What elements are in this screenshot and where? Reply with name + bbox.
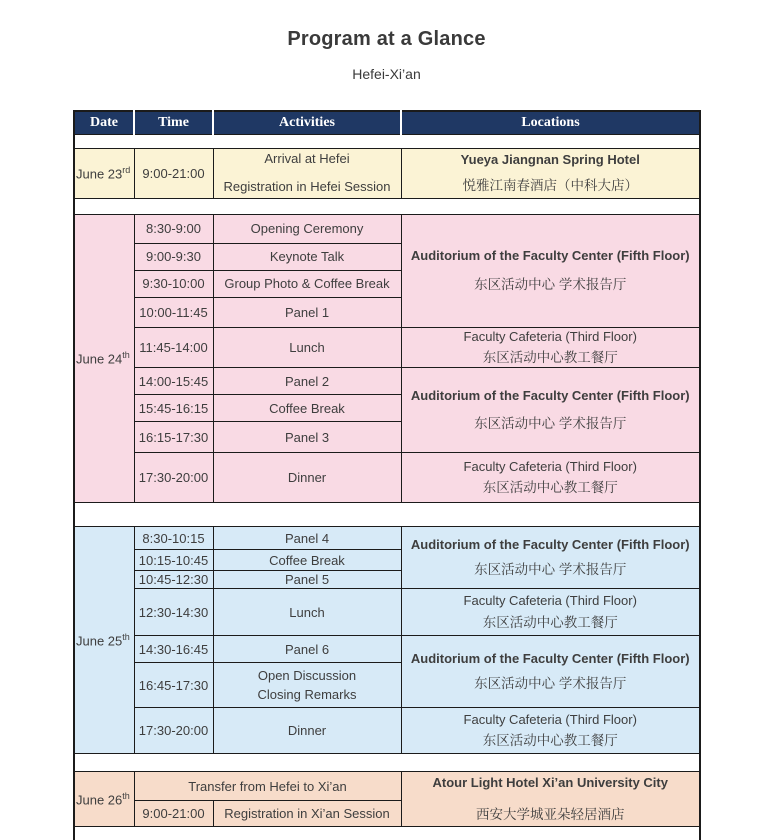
- time-cell: 16:45-17:30: [134, 663, 213, 708]
- time-cell: 16:15-17:30: [134, 422, 213, 453]
- location-cell-cafeteria: [401, 327, 700, 368]
- location-cell-auditorium: [401, 214, 700, 327]
- activity-cell: Panel 1: [213, 297, 401, 327]
- spacer-row: [74, 198, 700, 214]
- time-cell: 10:45-12:30: [134, 571, 213, 589]
- time-cell: 15:45-16:15: [134, 395, 213, 422]
- column-header-date: Date: [74, 111, 134, 134]
- spacer-row: [74, 827, 700, 840]
- location-english: Auditorium of the Faculty Center (Fifth Floor): [410, 248, 690, 264]
- activity-cell: Group Photo & Coffee Break: [213, 270, 401, 297]
- location-cell-cafeteria: [401, 589, 700, 636]
- activity-cell: Panel 4: [213, 527, 401, 550]
- time-cell: 9:00-21:00: [134, 801, 213, 827]
- time-cell: 14:30-16:45: [134, 636, 213, 663]
- activity-cell: Panel 2: [213, 368, 401, 395]
- activity-cell: Coffee Break: [213, 550, 401, 571]
- location-cell-auditorium: [401, 636, 700, 708]
- june25-row: [74, 589, 700, 636]
- activity-cell: Panel 5: [213, 571, 401, 589]
- time-cell: 10:15-10:45: [134, 550, 213, 571]
- activity-cell: Dinner: [213, 708, 401, 754]
- location-cell-hefei-hotel: [401, 148, 700, 198]
- activity-line: Open Discussion: [257, 667, 357, 683]
- date-cell-june25: June 25th: [74, 527, 134, 754]
- location-chinese: 东区活动中心 学术报告厅: [474, 416, 627, 432]
- location-english: Auditorium of the Faculty Center (Fifth Floor): [410, 387, 690, 403]
- activity-cell: [213, 663, 401, 708]
- transfer-cell: Transfer from Hefei to Xi’an: [134, 772, 401, 801]
- activity-cell: Panel 3: [213, 422, 401, 453]
- location-chinese: 东区活动中心教工餐厅: [482, 480, 618, 496]
- date-cell-june26: June 26th: [74, 772, 134, 827]
- location-english: Faculty Cafeteria (Third Floor): [463, 711, 637, 727]
- june26-row: [74, 772, 700, 801]
- time-cell: 9:00-21:00: [134, 148, 213, 198]
- location-english: Atour Light Hotel Xi’an University City: [432, 775, 668, 791]
- june23-row: [74, 148, 700, 198]
- column-header-time: Time: [134, 111, 213, 134]
- activity-line: Closing Remarks: [257, 687, 357, 703]
- time-cell: 17:30-20:00: [134, 453, 213, 503]
- time-cell: 10:00-11:45: [134, 297, 213, 327]
- location-chinese: 东区活动中心 学术报告厅: [474, 276, 627, 292]
- activity-line: Registration in Hefei Session: [223, 179, 391, 194]
- time-cell: 12:30-14:30: [134, 589, 213, 636]
- location-english: Faculty Cafeteria (Third Floor): [463, 593, 637, 609]
- activity-cell: Keynote Talk: [213, 243, 401, 270]
- time-cell: 14:00-15:45: [134, 368, 213, 395]
- spacer-row: [74, 134, 700, 148]
- header-row: [74, 111, 700, 134]
- location-chinese: 东区活动中心教工餐厅: [482, 350, 618, 366]
- june25-row: [74, 708, 700, 754]
- location-chinese: 东区活动中心 学术报告厅: [474, 562, 627, 578]
- time-cell: 8:30-10:15: [134, 527, 213, 550]
- location-cell-auditorium: [401, 368, 700, 453]
- location-cell-xian-hotel: [401, 772, 700, 827]
- activity-cell: Opening Ceremony: [213, 214, 401, 243]
- activity-line: Arrival at Hefei: [264, 151, 350, 167]
- location-chinese: 东区活动中心教工餐厅: [482, 614, 618, 630]
- time-cell: 17:30-20:00: [134, 708, 213, 754]
- page-subtitle: Hefei-Xi’an: [352, 66, 421, 82]
- june25-row: [74, 636, 700, 663]
- time-cell: 11:45-14:00: [134, 327, 213, 368]
- time-cell: 9:30-10:00: [134, 270, 213, 297]
- time-cell: 8:30-9:00: [134, 214, 213, 243]
- location-cell-cafeteria: [401, 708, 700, 754]
- date-cell-june23: June 23rd: [74, 148, 134, 198]
- location-english: Auditorium of the Faculty Center (Fifth Floor): [410, 650, 690, 666]
- june24-row: [74, 368, 700, 395]
- location-cell-cafeteria: [401, 453, 700, 503]
- location-english: Auditorium of the Faculty Center (Fifth Floor): [410, 536, 690, 552]
- column-header-locations: Locations: [401, 111, 700, 134]
- activity-cell: Panel 6: [213, 636, 401, 663]
- location-english: Faculty Cafeteria (Third Floor): [463, 328, 637, 344]
- june24-row: [74, 214, 700, 243]
- location-chinese: 东区活动中心教工餐厅: [482, 733, 618, 749]
- activity-cell: Registration in Xi’an Session: [213, 801, 401, 827]
- column-header-activities: Activities: [213, 111, 401, 134]
- activity-cell: Coffee Break: [213, 395, 401, 422]
- page-title: Program at a Glance: [287, 28, 486, 50]
- spacer-row: [74, 503, 700, 527]
- location-chinese: 悦雅江南春酒店（中科大店）: [462, 177, 638, 193]
- time-cell: 9:00-9:30: [134, 243, 213, 270]
- spacer-row: [74, 754, 700, 772]
- june25-row: [74, 527, 700, 550]
- activity-cell: [213, 148, 401, 198]
- location-chinese: 西安大学城亚朵轻居酒店: [476, 806, 625, 822]
- june24-row: [74, 453, 700, 503]
- location-english: Yueya Jiangnan Spring Hotel: [460, 152, 640, 168]
- activity-cell: Dinner: [213, 453, 401, 503]
- activity-cell: Lunch: [213, 589, 401, 636]
- program-schedule-table: [73, 110, 701, 840]
- location-chinese: 东区活动中心 学术报告厅: [474, 676, 627, 692]
- june24-row: [74, 327, 700, 368]
- activity-cell: Lunch: [213, 327, 401, 368]
- location-cell-auditorium: [401, 527, 700, 589]
- date-cell-june24: June 24th: [74, 214, 134, 503]
- location-english: Faculty Cafeteria (Third Floor): [463, 458, 637, 474]
